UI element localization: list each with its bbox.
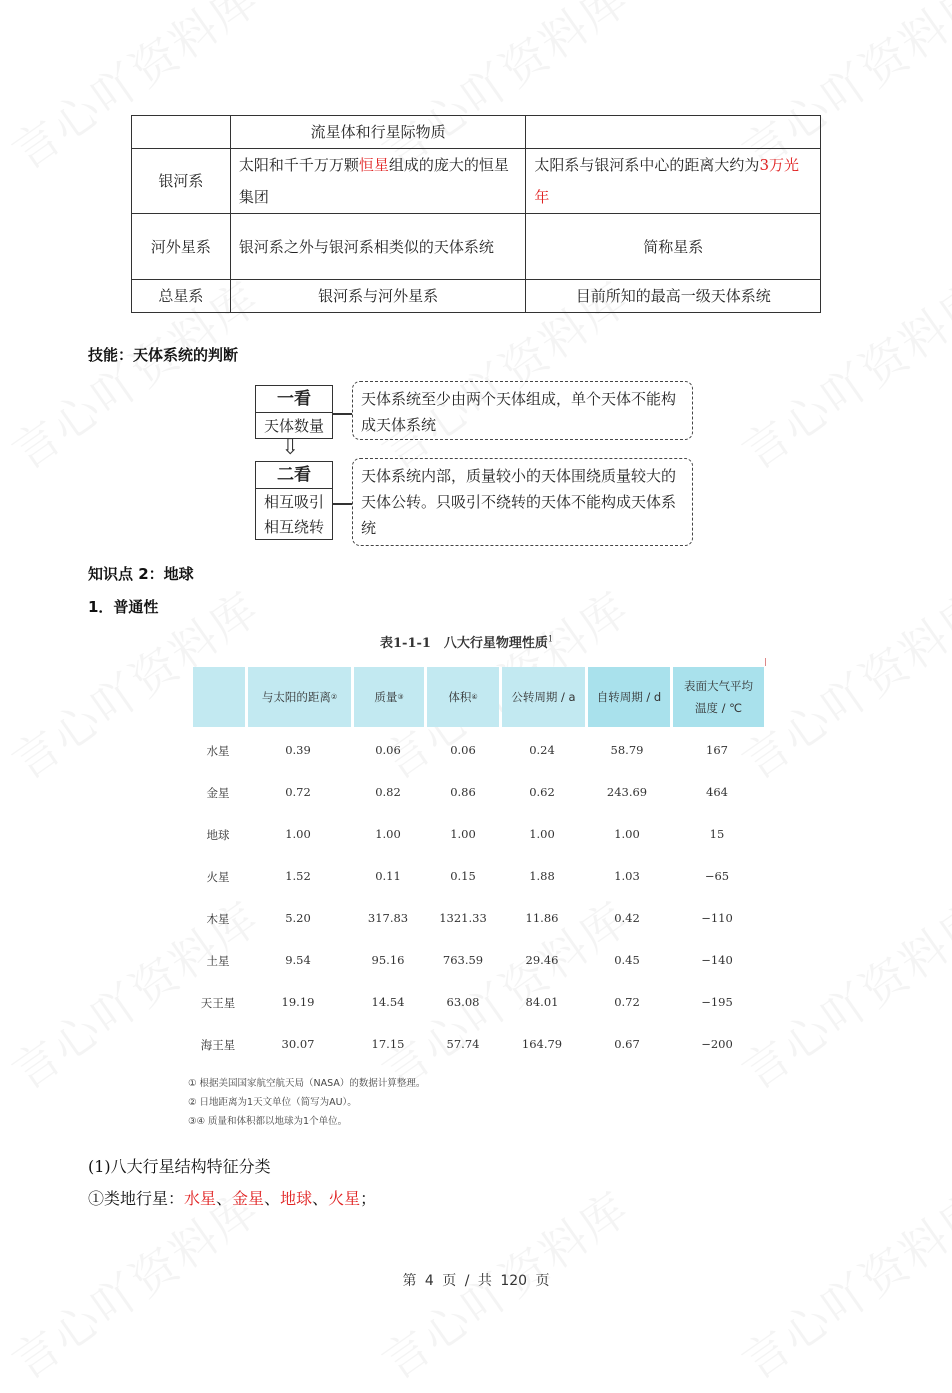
planet-table-caption	[380, 632, 553, 651]
planet-name: 金星	[206, 786, 230, 800]
table-cell: 15	[709, 827, 725, 841]
planet-name: 地球	[206, 828, 230, 842]
table-cell: 19.19	[281, 995, 315, 1009]
step1-label: 天体数量	[263, 417, 324, 435]
celestial-system-table	[131, 115, 821, 313]
step2-title: 二看	[256, 462, 332, 489]
highlight-text: 恒星	[358, 156, 389, 174]
table-cell: 1.00	[375, 827, 401, 841]
step1-title: 一看	[256, 386, 332, 413]
note-2: ② 日地距离为1天文单位（简写为AU）。	[188, 1097, 357, 1108]
header-volume: 体积 ④	[427, 667, 499, 727]
planet-name: 天王星	[200, 996, 236, 1010]
note-1: ① 根据美国国家航空航天局（NASA）的数据计算整理。	[188, 1078, 426, 1089]
row-note: 目前所知的最高一级天体系统	[526, 280, 821, 313]
table-cell: 164.79	[521, 1037, 563, 1051]
row-note: 简称星系	[526, 214, 821, 280]
row-name: 总星系	[132, 280, 231, 313]
mark	[765, 658, 766, 666]
table-cell: 464	[706, 785, 728, 799]
planet-term: 金星	[232, 1189, 265, 1208]
desc-text: 太阳和千千万万颗	[238, 156, 359, 174]
note-text: 太阳系与银河系中心的距离大约为	[534, 156, 760, 174]
connector-line	[332, 503, 352, 505]
table-cell: −110	[701, 911, 733, 925]
row-note	[526, 149, 821, 214]
desc-text: 组成的庞大的恒星集团	[238, 156, 509, 206]
step2-label-2: 相互绕转	[263, 518, 324, 536]
down-arrow-icon: ⇩	[281, 435, 300, 460]
planet-term: 火星	[328, 1189, 361, 1208]
header-cell-blank	[193, 667, 245, 727]
table-cell: 29.46	[525, 953, 559, 967]
planet-term: 水星	[184, 1189, 217, 1208]
table-cell: 0.24	[529, 743, 555, 757]
header-distance: 与太阳的距离 ②	[248, 667, 351, 727]
table-cell: 84.01	[525, 995, 559, 1009]
planet-name: 水星	[206, 744, 230, 758]
table-cell: 1.00	[614, 827, 640, 841]
caption-sup: 1	[547, 634, 554, 644]
planet-table-notes	[188, 1074, 425, 1131]
planet-name: 海王星	[200, 1038, 236, 1052]
step2-label-1: 相互吸引	[263, 493, 324, 511]
caption-text: 表1-1-1 八大行星物理性质	[380, 636, 548, 651]
table-row	[132, 214, 821, 280]
section-title: 1．普通性	[88, 598, 159, 616]
planet-name: 火星	[206, 870, 230, 884]
table-cell: 0.72	[285, 785, 311, 799]
terrestrial-planets-line: ①类地行星：水星、金星、地球、火星；	[88, 1189, 377, 1208]
table-row	[132, 280, 821, 313]
item-prefix: ①类地行星：	[88, 1189, 185, 1208]
row-note	[526, 116, 821, 149]
highlight-text: 3万光年	[534, 156, 799, 206]
classification-title: (1)八大行星结构特征分类	[88, 1157, 271, 1176]
table-cell: 11.86	[525, 911, 559, 925]
table-cell: 14.54	[371, 995, 405, 1009]
header-orbital-period: 公转周期 / a	[502, 667, 585, 727]
table-cell: 1.88	[529, 869, 555, 883]
planet-term: 地球	[280, 1189, 313, 1208]
table-cell: 0.67	[614, 1037, 640, 1051]
table-cell: 0.11	[375, 869, 401, 883]
table-cell: 5.20	[285, 911, 311, 925]
skill-heading: 技能：天体系统的判断	[88, 346, 239, 364]
table-cell: 0.82	[375, 785, 401, 799]
planet-name: 木星	[206, 912, 230, 926]
table-cell: 9.54	[285, 953, 311, 967]
row-name: 银河系	[132, 149, 231, 214]
table-cell: 1.52	[285, 869, 311, 883]
connector-line	[332, 413, 352, 415]
table-row	[132, 149, 821, 214]
table-cell: 0.06	[375, 743, 401, 757]
knowledge-heading: 知识点 2：地球	[88, 565, 194, 583]
table-cell: 167	[706, 743, 728, 757]
table-cell: 30.07	[281, 1037, 315, 1051]
planet-name: 土星	[206, 954, 230, 968]
table-cell: 1.00	[450, 827, 476, 841]
row-desc	[230, 149, 526, 214]
step2-note: 天体系统内部，质量较小的天体围绕质量较大的天体公转。只吸引不绕转的天体不能构成天体系统	[352, 458, 693, 546]
table-row	[132, 116, 821, 149]
table-cell: 95.16	[371, 953, 405, 967]
table-cell: 0.39	[285, 743, 311, 757]
row-desc: 银河系与河外星系	[230, 280, 526, 313]
row-desc: 流星体和行星际物质	[230, 116, 526, 149]
row-name	[132, 116, 231, 149]
table-cell: −200	[701, 1037, 733, 1051]
step1-note: 天体系统至少由两个天体组成，单个天体不能构成天体系统	[352, 381, 693, 440]
page-footer: 第 4 页 / 共 120 页	[402, 1273, 550, 1289]
table-cell: 0.72	[614, 995, 640, 1009]
table-cell: 0.86	[450, 785, 476, 799]
table-cell: 58.79	[610, 743, 644, 757]
table-cell: −195	[701, 995, 733, 1009]
step2-box	[255, 461, 333, 540]
row-desc: 银河系之外与银河系相类似的天体系统	[230, 214, 526, 280]
table-cell: 0.62	[529, 785, 555, 799]
table-cell: 0.42	[614, 911, 640, 925]
table-cell: 317.83	[367, 911, 409, 925]
row-name: 河外星系	[132, 214, 231, 280]
table-cell: −140	[701, 953, 733, 967]
table-cell: 57.74	[446, 1037, 480, 1051]
table-cell: 1321.33	[439, 911, 487, 925]
note-3: ③④ 质量和体积都以地球为1个单位。	[188, 1116, 348, 1127]
step1-box	[255, 385, 333, 439]
header-rotation-period: 自转周期 / d	[588, 667, 670, 727]
table-cell: 0.15	[450, 869, 476, 883]
table-cell: 0.45	[614, 953, 640, 967]
table-cell: 17.15	[371, 1037, 405, 1051]
table-cell: 63.08	[446, 995, 480, 1009]
table-cell: 1.00	[285, 827, 311, 841]
table-cell: 0.06	[450, 743, 476, 757]
header-temperature: 表面大气平均温度 / ℃	[673, 667, 764, 727]
table-cell: 243.69	[606, 785, 648, 799]
table-cell: 1.03	[614, 869, 640, 883]
table-cell: 1.00	[529, 827, 555, 841]
header-mass: 质量 ③	[354, 667, 424, 727]
table-cell: 763.59	[442, 953, 484, 967]
table-cell: −65	[704, 869, 730, 883]
